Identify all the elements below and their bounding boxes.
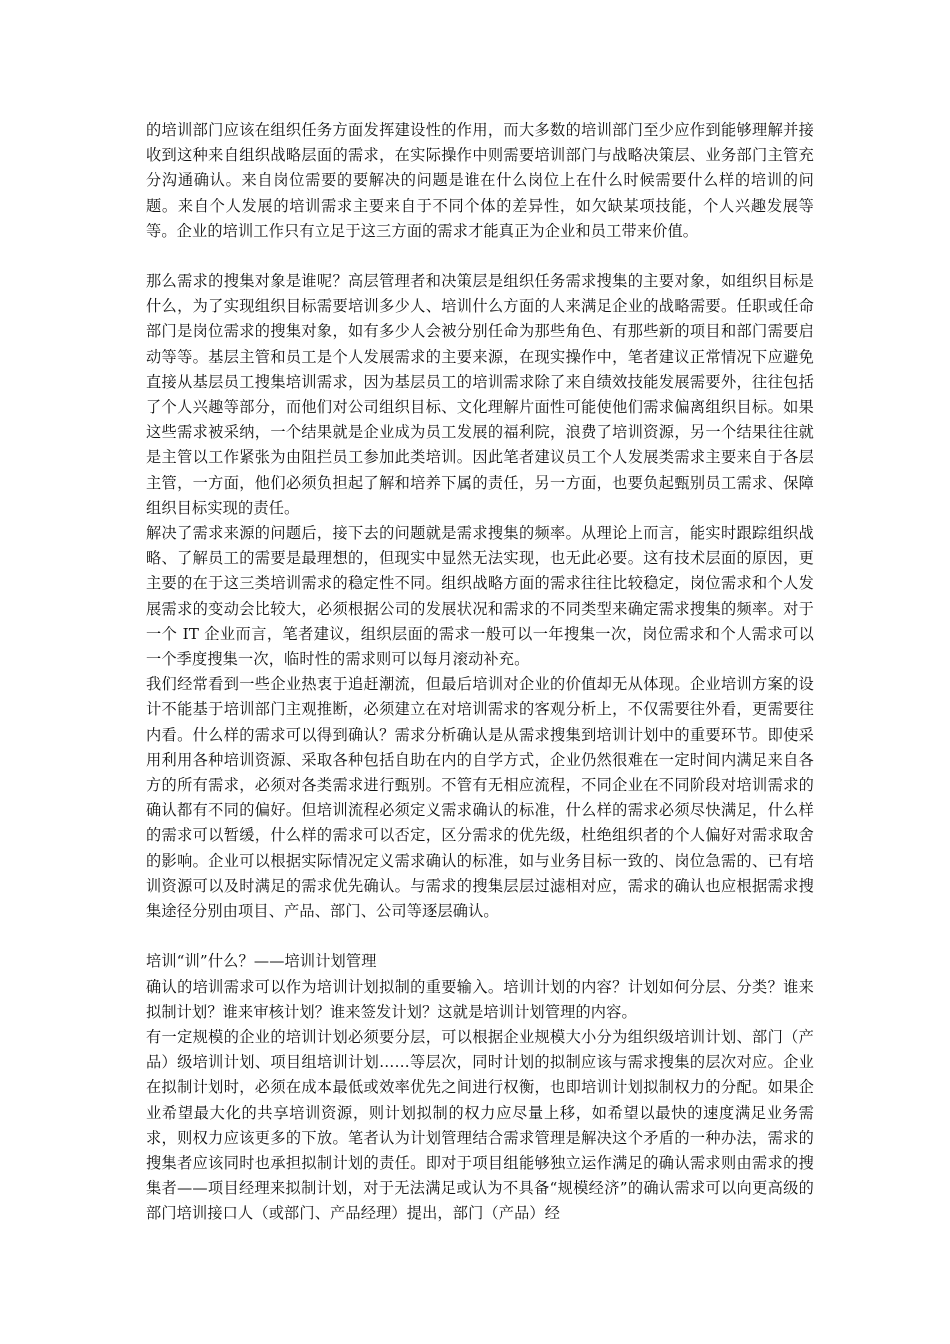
paragraph-plan-layers: 有一定规模的企业的培训计划必须要分层，可以根据企业规模大小分为组织级培训计划、部门（产品）级培训计划、项目组培训计划……等层次，同时计划的拟制应该与需求搜集的层次对应。企业在拟制计划时，必须在成本最低或效率优先之间进行权衡，也即培训计划拟制权力的分配。如果企业希望最大化的共享培训资源，则计划拟制的权力应尽量上移，如希望以最快的速度满足业务需求，则权力应该更多的下放。笔者认为计划管理结合需求管理是解决这个矛盾的一种办法，需求的搜集者应该同时也承担拟制计划的责任。即对于项目组能够独立运作满足的确认需求则由需求的搜集者——项目经理来拟制计划，对于无法满足或认为不具备“规模经济”的确认需求可以向更高级的部门培训接口人（或部门、产品经理）提出，部门（产品）经 bbox=[146, 1027, 814, 1223]
paragraph-collection-targets: 那么需求的搜集对象是谁呢？高层管理者和决策层是组织任务需求搜集的主要对象，如组织目标是什么，为了实现组织目标需要培训多少人、培训什么方面的人来满足企业的战略需要。任职或任命部门是岗位需求的搜集对象，如有多少人会被分别任命为那些角色、有那些新的项目和部门需要启动等等。基层主管和员工是个人发展需求的主要来源，在现实操作中，笔者建议正常情况下应避免直接从基层员工搜集培训需求，因为基层员工的培训需求除了来自绩效技能发展需要外，往往包括了个人兴趣等部分，而他们对公司组织目标、文化理解片面性可能使他们需求偏离组织目标。如果这些需求被采纳，一个结果就是企业成为员工发展的福利院，浪费了培训资源，另一个结果往往就是主管以工作紧张为由阻拦员工参加此类培训。因此笔者建议员工个人发展类需求主要来自于各层主管，一方面，他们必须负担起了解和培养下属的责任，另一方面，也要负起甄别员工需求、保障组织目标实现的责任。 bbox=[146, 272, 814, 517]
section-heading-plan-management: 培训“训”什么？——培训计划管理 bbox=[146, 952, 377, 971]
paragraph-gap bbox=[146, 924, 814, 949]
paragraph-collection-frequency: 解决了需求来源的问题后，接下去的问题就是需求搜集的频率。从理论上而言，能实时跟踪组织战略、了解员工的需要是最理想的，但现实中显然无法实现，也无此必要。这有技术层面的原因，更主要的在于这三类培训需求的稳定性不同。组织战略方面的需求往往比较稳定，岗位需求和个人发展需求的变动会比较大，必须根据公司的发展状况和需求的不同类型来确定需求搜集的频率。对于一个 IT 企业而言，笔者建议，组织层面的需求一般可以一年搜集一次，岗位需求和个人需求可以一个季度搜集一次，临时性的需求则可以每月滚动补充。 bbox=[146, 524, 814, 669]
paragraph-gap bbox=[146, 244, 814, 269]
paragraph-plan-input: 确认的培训需求可以作为培训计划拟制的重要输入。培训计划的内容？计划如何分层、分类？谁来拟制计划？谁来审核计划？谁来签发计划？这就是培训计划管理的内容。 bbox=[146, 977, 814, 1021]
paragraph-demand-confirmation: 我们经常看到一些企业热衷于追赶潮流，但最后培训对企业的价值却无从体现。企业培训方案的设计不能基于培训部门主观推断，必须建立在对培训需求的客观分析上，不仅需要往外看，更需要往内看。什么样的需求可以得到确认？需求分析确认是从需求搜集到培训计划中的重要环节。即使采用利用各种培训资源、采取各种包括自助在内的自学方式，企业仍然很难在一定时间内满足来自各方的所有需求，必须对各类需求进行甄别。不管有无相应流程，不同企业在不同阶段对培训需求的确认都有不同的偏好。但培训流程必须定义需求确认的标准，什么样的需求必须尽快满足，什么样的需求可以暂缓，什么样的需求可以否定，区分需求的优先级，杜绝组织者的个人偏好对需求取舍的影响。企业可以根据实际情况定义需求确认的标准，如与业务目标一致的、岗位急需的、已有培训资源可以及时满足的需求优先确认。与需求的搜集层层过滤相对应，需求的确认也应根据需求搜集途径分别由项目、产品、部门、公司等逐层确认。 bbox=[146, 675, 814, 921]
paragraph-org-demand: 的培训部门应该在组织任务方面发挥建设性的作用，而大多数的培训部门至少应作到能够理解并接收到这种来自组织战略层面的需求，在实际操作中则需要培训部门与战略决策层、业务部门主管充分沟通确认。来自岗位需要的要解决的问题是谁在什么岗位上在什么时候需要什么样的培训的问题。来自个人发展的培训需求主要来自于不同个体的差异性，如欠缺某项技能，个人兴趣发展等等。企业的培训工作只有立足于这三方面的需求才能真正为企业和员工带来价值。 bbox=[146, 121, 814, 240]
document-body bbox=[146, 118, 814, 1227]
